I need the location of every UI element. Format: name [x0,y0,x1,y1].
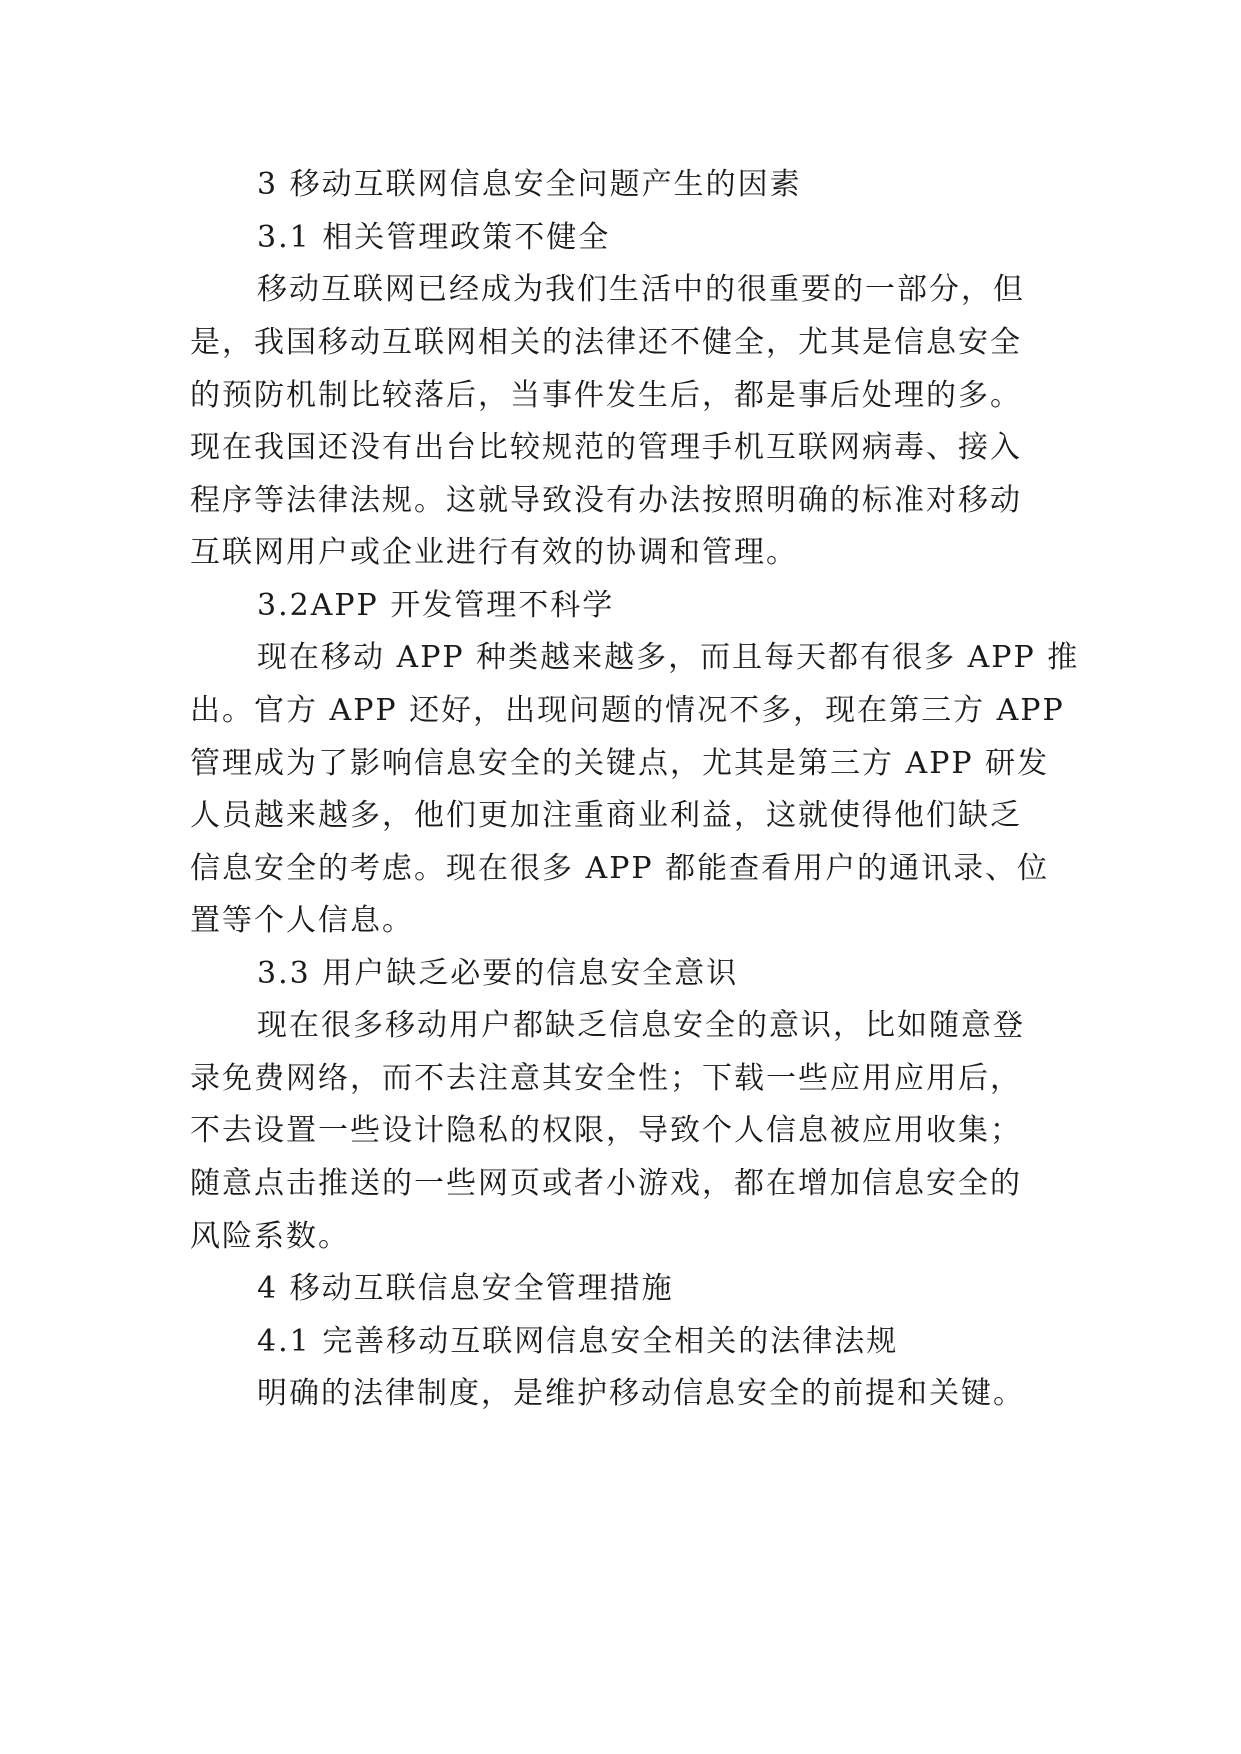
section-heading-4: 4 移动互联信息安全管理措施 [257,1271,674,1306]
paragraph-line: 是，我国移动互联网相关的法律还不健全，尤其是信息安全 [190,325,1022,360]
paragraph-line: 管理成为了影响信息安全的关键点，尤其是第三方 APP 研发 [190,746,1050,781]
paragraph-line: 程序等法律法规。这就导致没有办法按照明确的标准对移动 [190,483,1022,518]
subsection-heading-3-1: 3.1 相关管理政策不健全 [257,220,611,255]
paragraph-line: 风险系数。 [190,1219,350,1254]
paragraph-line: 信息安全的考虑。现在很多 APP 都能查看用户的通讯录、位 [190,851,1050,886]
paragraph-line: 随意点击推送的一些网页或者小游戏，都在增加信息安全的 [190,1166,1022,1201]
paragraph-line: 人员越来越多，他们更加注重商业利益，这就使得他们缺乏 [190,798,1022,833]
paragraph-line: 移动互联网已经成为我们生活中的很重要的一部分，但 [257,272,1025,307]
paragraph-line: 出。官方 APP 还好，出现问题的情况不多，现在第三方 APP [190,693,1065,728]
paragraph-line: 互联网用户或企业进行有效的协调和管理。 [190,535,798,570]
paragraph-line: 置等个人信息。 [190,903,414,938]
subsection-heading-3-3: 3.3 用户缺乏必要的信息安全意识 [257,956,739,991]
paragraph-line: 录免费网络，而不去注意其安全性；下载一些应用应用后， [190,1061,1022,1096]
paragraph-line: 现在我国还没有出台比较规范的管理手机互联网病毒、接入 [190,430,1022,465]
subsection-heading-3-2: 3.2APP 开发管理不科学 [257,588,615,623]
paragraph-line: 现在很多移动用户都缺乏信息安全的意识，比如随意登 [257,1008,1025,1043]
paragraph-line: 现在移动 APP 种类越来越多，而且每天都有很多 APP 推 [257,640,1080,675]
subsection-heading-4-1: 4.1 完善移动互联网信息安全相关的法律法规 [257,1324,899,1359]
section-heading-3: 3 移动互联网信息安全问题产生的因素 [257,167,802,202]
paragraph-line: 明确的法律制度，是维护移动信息安全的前提和关键。 [257,1376,1025,1411]
paragraph-line: 的预防机制比较落后，当事件发生后，都是事后处理的多。 [190,378,1022,413]
paragraph-line: 不去设置一些设计隐私的权限，导致个人信息被应用收集； [190,1113,1022,1148]
